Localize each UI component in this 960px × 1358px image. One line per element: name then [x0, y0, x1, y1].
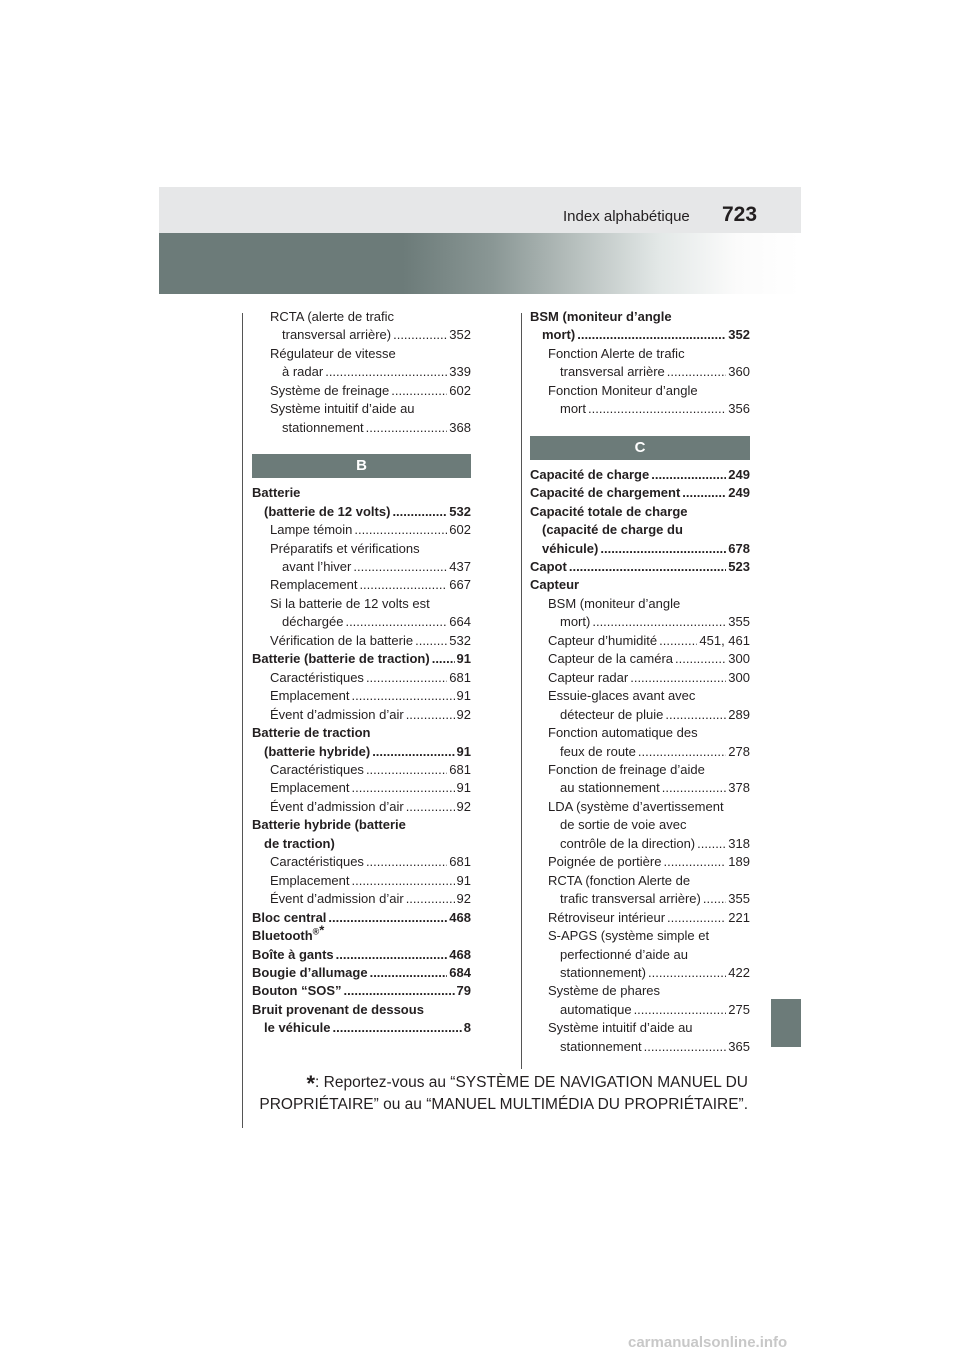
footnote — [240, 1072, 748, 1115]
page-ref: 681 — [449, 854, 471, 870]
page-ref: 8 — [463, 1020, 471, 1036]
margin-rule — [242, 313, 243, 1128]
page-ref: 523 — [728, 558, 750, 574]
page-ref: 667 — [449, 577, 471, 593]
index-sub-entry: Fonction Alerte de trafic transversal arrière ..... 360 — [530, 345, 750, 382]
page-ref: 451, 461 — [699, 632, 750, 648]
index-sub-entry: Poignée de portière ..... 189 — [530, 853, 750, 871]
page-ref: 468 — [449, 946, 471, 962]
index-entry: Bougie d’allumage ..... 684 — [252, 964, 471, 982]
index-sub-entry: LDA (système d’avertissement de sortie de voie avec contrôle de la direction) ..... 318 — [530, 798, 750, 853]
index-sub-entry: Préparatifs et vérifications avant l’hiver ..... 437 — [252, 540, 471, 577]
page-ref: 532 — [449, 632, 471, 648]
page-ref: 378 — [728, 780, 750, 796]
page-ref: 91 — [456, 688, 471, 704]
index-entry: Batterie hybride (batterie de traction) — [252, 817, 406, 851]
index-sub-entry: Capteur radar ..... 300 — [530, 669, 750, 687]
page-ref: 468 — [449, 909, 471, 925]
chapter-thumb-tab — [771, 999, 801, 1047]
index-entry: Capacité de chargement ..... 249 — [530, 484, 750, 502]
page-ref: 79 — [456, 983, 471, 999]
index-sub-entry: Lampe témoin ..... 602 — [252, 521, 471, 539]
footnote-line-2: PROPRIÉTAIRE” ou au “MANUEL MULTIMÉDIA DU PROPRIÉTAIRE”. — [259, 1096, 748, 1113]
index-entry: Bruit provenant de dessous le véhicule ..... 8 — [252, 1001, 471, 1038]
page-ref: 91 — [456, 743, 471, 759]
page-ref: 318 — [728, 835, 750, 851]
index-entry: Capacité totale de charge (capacité de charge du véhicule) ..... 678 — [530, 503, 750, 558]
page-ref: 360 — [728, 364, 750, 380]
index-sub-entry: Capteur d’humidité ..... 451, 461 — [530, 632, 750, 650]
footnote-star: * — [306, 1071, 316, 1096]
page-ref: 681 — [449, 761, 471, 777]
index-sub-entry: Remplacement ..... 667 — [252, 576, 471, 594]
registered-mark: ® — [312, 926, 320, 937]
page-ref: 275 — [728, 1001, 750, 1017]
page-ref: 92 — [456, 706, 471, 722]
section-header-c: C — [530, 436, 750, 460]
index-sub-entry: Emplacement ..... 91 — [252, 779, 471, 797]
index-sub-entry: Emplacement ..... 91 — [252, 872, 471, 890]
index-entry: Capot ..... 523 — [530, 558, 750, 576]
page-ref: 339 — [449, 364, 471, 380]
page-ref: 92 — [456, 798, 471, 814]
index-entry: Capacité de charge ..... 249 — [530, 466, 750, 484]
index-sub-entry: Système intuitif d’aide au stationnement ..... 365 — [530, 1019, 750, 1056]
page-ref: 355 — [728, 614, 750, 630]
footnote-star: * — [319, 922, 325, 938]
page-ref: 365 — [728, 1038, 750, 1054]
index-entry: Bouton “SOS” ..... 79 — [252, 982, 471, 1000]
index-sub-entry: RCTA (alerte de trafic transversal arrière) ..... 352 — [252, 308, 471, 345]
page-ref: 249 — [728, 485, 750, 501]
index-sub-entry: Caractéristiques ..... 681 — [252, 761, 471, 779]
index-sub-entry: Essuie-glaces avant avec détecteur de pluie ..... 289 — [530, 687, 750, 724]
index-entry: Bloc central ..... 468 — [252, 909, 471, 927]
page-ref: 356 — [728, 401, 750, 417]
header-gradient-band — [159, 233, 801, 294]
page-ref: 437 — [449, 558, 471, 574]
index-sub-entry: Caractéristiques ..... 681 — [252, 853, 471, 871]
page-title: Index alphabétique — [563, 208, 690, 225]
page-ref: 352 — [449, 327, 471, 343]
index-sub-entry: Emplacement ..... 91 — [252, 687, 471, 705]
page-ref: 664 — [449, 614, 471, 630]
page-ref: 602 — [449, 382, 471, 398]
index-sub-entry: Capteur de la caméra ..... 300 — [530, 650, 750, 668]
index-sub-entry: Vérification de la batterie ..... 532 — [252, 632, 471, 650]
index-sub-entry: Système de freinage ..... 602 — [252, 382, 471, 400]
index-sub-entry: Régulateur de vitesse à radar ..... 339 — [252, 345, 471, 382]
index-entry: Capteur — [530, 577, 580, 593]
page-ref: 355 — [728, 891, 750, 907]
section-header-b: B — [252, 454, 471, 478]
index-sub-entry: Évent d’admission d’air ..... 92 — [252, 798, 471, 816]
index-sub-entry: Système de phares automatique ..... 275 — [530, 982, 750, 1019]
index-entry: Batterie (batterie de traction) ..... 91 — [252, 650, 471, 668]
index-entry: Boîte à gants ..... 468 — [252, 946, 471, 964]
page-ref: 684 — [449, 964, 471, 980]
column-divider — [521, 313, 522, 1069]
header-bar — [159, 187, 801, 233]
page-ref: 532 — [449, 503, 471, 519]
page-number: 723 — [722, 203, 758, 226]
index-sub-entry: RCTA (fonction Alerte de trafic transversal arrière) ..... 355 — [530, 872, 750, 909]
page-ref: 602 — [449, 522, 471, 538]
index-entry: BSM (moniteur d’angle mort) ..... 352 — [530, 308, 750, 345]
page-ref: 278 — [728, 743, 750, 759]
index-sub-entry: Caractéristiques ..... 681 — [252, 669, 471, 687]
index-sub-entry: BSM (moniteur d’angle mort) ..... 355 — [530, 595, 750, 632]
index-entry-bluetooth: Bluetooth®* — [252, 922, 325, 944]
index-column-right — [530, 308, 750, 1056]
index-entry: Batterie (batterie de 12 volts) ..... 532 — [252, 484, 471, 521]
page-ref: 352 — [728, 327, 750, 343]
index-entry: Batterie de traction (batterie hybride) ..... 91 — [252, 724, 471, 761]
page-ref: 300 — [728, 651, 750, 667]
page-ref: 92 — [456, 891, 471, 907]
page-ref: 368 — [449, 419, 471, 435]
page-ref: 300 — [728, 669, 750, 685]
watermark: carmanualsonline.info — [628, 1334, 788, 1351]
index-sub-entry: Rétroviseur intérieur ..... 221 — [530, 909, 750, 927]
page-ref: 289 — [728, 706, 750, 722]
page-ref: 221 — [728, 909, 750, 925]
page-ref: 249 — [728, 466, 750, 482]
page-ref: 681 — [449, 669, 471, 685]
page-ref: 91 — [456, 872, 471, 888]
index-sub-entry: S-APGS (système simple et perfectionné d’aide au stationnement) ..... 422 — [530, 927, 750, 982]
index-sub-entry: Si la batterie de 12 volts est déchargée ..... 664 — [252, 595, 471, 632]
footnote-line-1: : Reportez-vous au “SYSTÈME DE NAVIGATION MANUEL DU — [315, 1074, 748, 1091]
page-ref: 422 — [728, 964, 750, 980]
index-sub-entry: Évent d’admission d’air ..... 92 — [252, 890, 471, 908]
page-ref: 91 — [456, 780, 471, 796]
index-sub-entry: Fonction automatique des feux de route ..... 278 — [530, 724, 750, 761]
index-sub-entry: Fonction Moniteur d’angle mort ..... 356 — [530, 382, 750, 419]
page-ref: 189 — [728, 854, 750, 870]
index-sub-entry: Système intuitif d’aide au stationnement ..... 368 — [252, 400, 471, 437]
page-ref: 91 — [456, 651, 471, 667]
index-column-left — [252, 308, 471, 1038]
page-ref: 678 — [728, 540, 750, 556]
index-sub-entry: Fonction de freinage d’aide au stationnement ..... 378 — [530, 761, 750, 798]
index-sub-entry: Évent d’admission d’air ..... 92 — [252, 706, 471, 724]
